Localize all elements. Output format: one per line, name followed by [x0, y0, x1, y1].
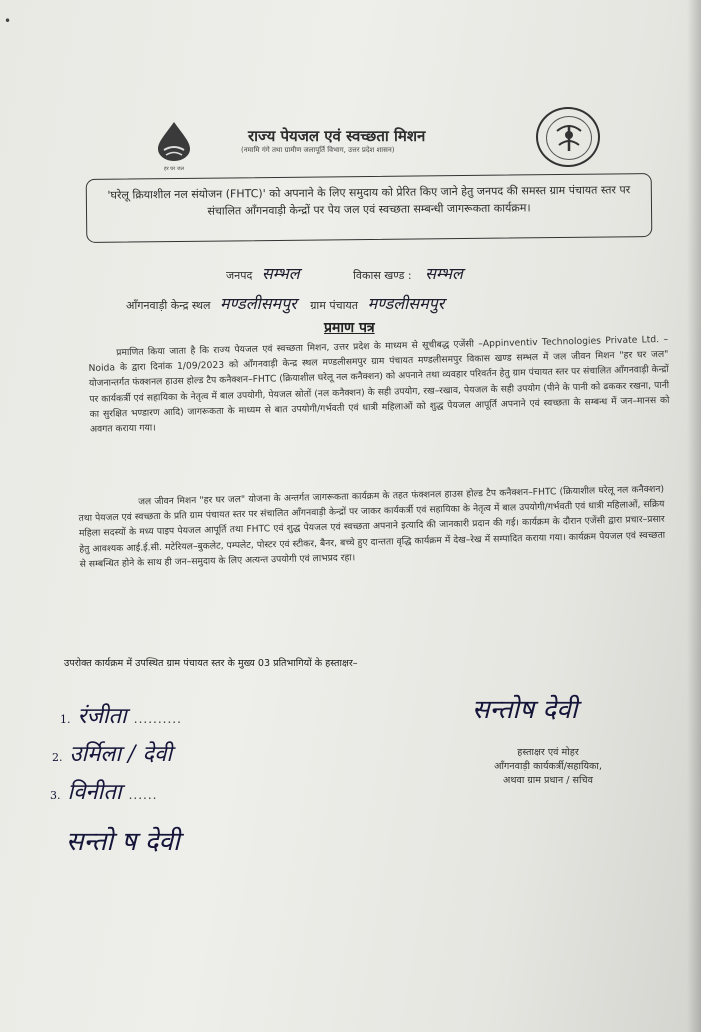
vikas-khand-label: विकास खण्ड : [353, 269, 412, 282]
janpad-row [226, 262, 463, 284]
emblem-icon [547, 117, 591, 159]
corner-mark: • [4, 14, 12, 28]
participant-name-1: रंजीता [77, 704, 127, 729]
participant-signature-1 [60, 700, 182, 730]
participant-number-3: 3. [50, 789, 61, 802]
signatory-caption [448, 746, 648, 788]
caption-line-2: आँगनवाड़ी कार्यकर्त्री/सहायिका, [494, 761, 602, 772]
certificate-title: प्रमाण पत्र [324, 320, 375, 336]
janpad-value: सम्भल [261, 264, 300, 283]
vikas-khand-value: सम्भल [425, 264, 463, 283]
participant-signature-3 [50, 776, 157, 806]
certificate-paragraph-1 [88, 332, 670, 437]
participant-name-2: उर्मिला / देवी [69, 742, 173, 767]
gram-panchayat-label: ग्राम पंचायत [310, 299, 359, 312]
caption-line-1: हस्ताक्षर एवं मोहर [517, 747, 579, 758]
paragraph-1-text: प्रमाणित किया जाता है कि राज्य पेयजल एवं स्वच्छता मिशन, उत्तर प्रदेश के माध्यम से सूचीबद्ध एजेंसी –Appinventiv Technologies Private Ltd. – Noida के द्वारा दिनांक 1/09/2023 को आँगनवाड़ी केन्द्र स्थल मण्डलीसमपुर ग्राम पंचायत मण्डलीसमपुर विकास खण्ड सम्भल में जल जीवन मिशन "हर घर जल" योजनान्तर्गत फंक्शनल हाउस होल्ड टैप कनैक्शन–FHTC (क्रियाशील घरेलू नल कनैक्शन) को अपनाने तथा व्यवहार परिवर्तन हेतु ग्राम पंचायत स्तर पर संचालित आँगनवाड़ी केन्द्रों पर कार्यकर्त्री एवं सहायिका के नेतृत्व में बाल उपयोगी, पेयजल स्रोतों (नल कनैक्शन) के सही उपयोग, रख–रखाव, पेयजल के सही उपयोग (पीने के पानी को ढककर रखना, पानी का सुरक्षित भण्डारण आदि) जागरूकता के माध्यम से बात उपयोगी/गर्भवती एवं धात्री महिलाओं को शुद्ध पेयजल आपूर्ति अपनाने एवं स्वच्छता के सम्बन्ध में जन–मानस को अवगत कराया गया। [88, 333, 670, 435]
water-drop-icon [150, 120, 198, 162]
extra-participant-signature: सन्तो ष देवी [66, 827, 180, 857]
kendra-value: मण्डलीसमपुर [219, 294, 297, 313]
program-title-box: 'घरेलू क्रियाशील नल संयोजन (FHTC)' को अपनाने के लिए समुदाय को प्रेरित किए जाने हेतु जनपद की समस्त ग्राम पंचायत स्तर पर संचालित आँगनवाड़ी केन्द्रों पर पेय जल एवं स्वच्छता सम्बन्धी जागरूकता कार्यक्रम। [86, 173, 653, 243]
page-shadow-edge [687, 0, 701, 1032]
gram-panchayat-value: मण्डलीसमपुर [367, 294, 445, 313]
signature-line-1: .......... [133, 712, 182, 726]
participant-signature-2 [52, 738, 172, 768]
signature-line-3: ...... [128, 788, 158, 802]
participant-number-1: 1. [60, 713, 71, 726]
up-government-seal [536, 107, 600, 167]
participant-name-3: विनीता [67, 780, 122, 805]
janpad-label: जनपद [226, 269, 253, 282]
kendra-row [126, 292, 444, 314]
logo-caption: हर घर जल [164, 166, 184, 172]
mission-subtitle: (नमामि गंगे तथा ग्रामीण जलापूर्ति विभाग, उत्तर प्रदेश शासन) [241, 146, 395, 154]
kendra-label: आँगनवाड़ी केन्द्र स्थल [126, 299, 211, 312]
participant-number-2: 2. [52, 751, 63, 764]
participants-intro: उपरोक्त कार्यक्रम में उपस्थित ग्राम पंचायत स्तर के मुख्य 03 प्रतिभागियों के हस्ताक्षर– [64, 658, 358, 669]
mission-title: राज्य पेयजल एवं स्वच्छता मिशन [248, 127, 426, 145]
seal-inner-ring [546, 116, 592, 160]
jal-jeevan-logo [150, 120, 198, 180]
anganwadi-signature: सन्तोष देवी [472, 695, 578, 725]
caption-line-3: अथवा ग्राम प्रधान / सचिव [503, 775, 593, 786]
certificate-paragraph-2 [78, 482, 666, 572]
paragraph-2-text: जल जीवन मिशन "हर घर जल" योजना के अन्तर्गत जागरूकता कार्यक्रम के तहत फंक्शनल हाउस होल्ड टैप कनैक्शन–FHTC (क्रियाशील घरेलू नल कनैक्शन) तथा पेयजल एवं स्वच्छता के प्रति ग्राम पंचायत स्तर पर संचालित आँगनवाड़ी केन्द्रों पर जाकर कार्यकर्त्री एवं सहायिका के नेतृत्व में बाल उपयोगी/गर्भवती एवं धात्री महिलाओं, सक्रिय महिला सदस्यों के मध्य पाइप पेयजल आपूर्ति तथा FHTC एवं शुद्ध पेयजल एवं स्वच्छता अपनाने इत्यादि की जानकारी प्रदान की गई। कार्यक्रम के दौरान एजेंसी द्वारा प्रचार–प्रसार हेतु आवश्यक आई.ई.सी. मटेरियल–बुकलेट, पम्पलेट, पोस्टर एवं स्टीकर, बैनर, बच्चे हुए दान्तता वृद्धि कार्यक्रम में देख–रेख में सम्पादित कराया गया। कार्यक्रम पेयजल एवं स्वच्छता से सम्बन्धित होने के साथ ही जन–समुदाय के लिए अत्यन्त उपयोगी एवं लाभप्रद रहा। [78, 483, 666, 570]
